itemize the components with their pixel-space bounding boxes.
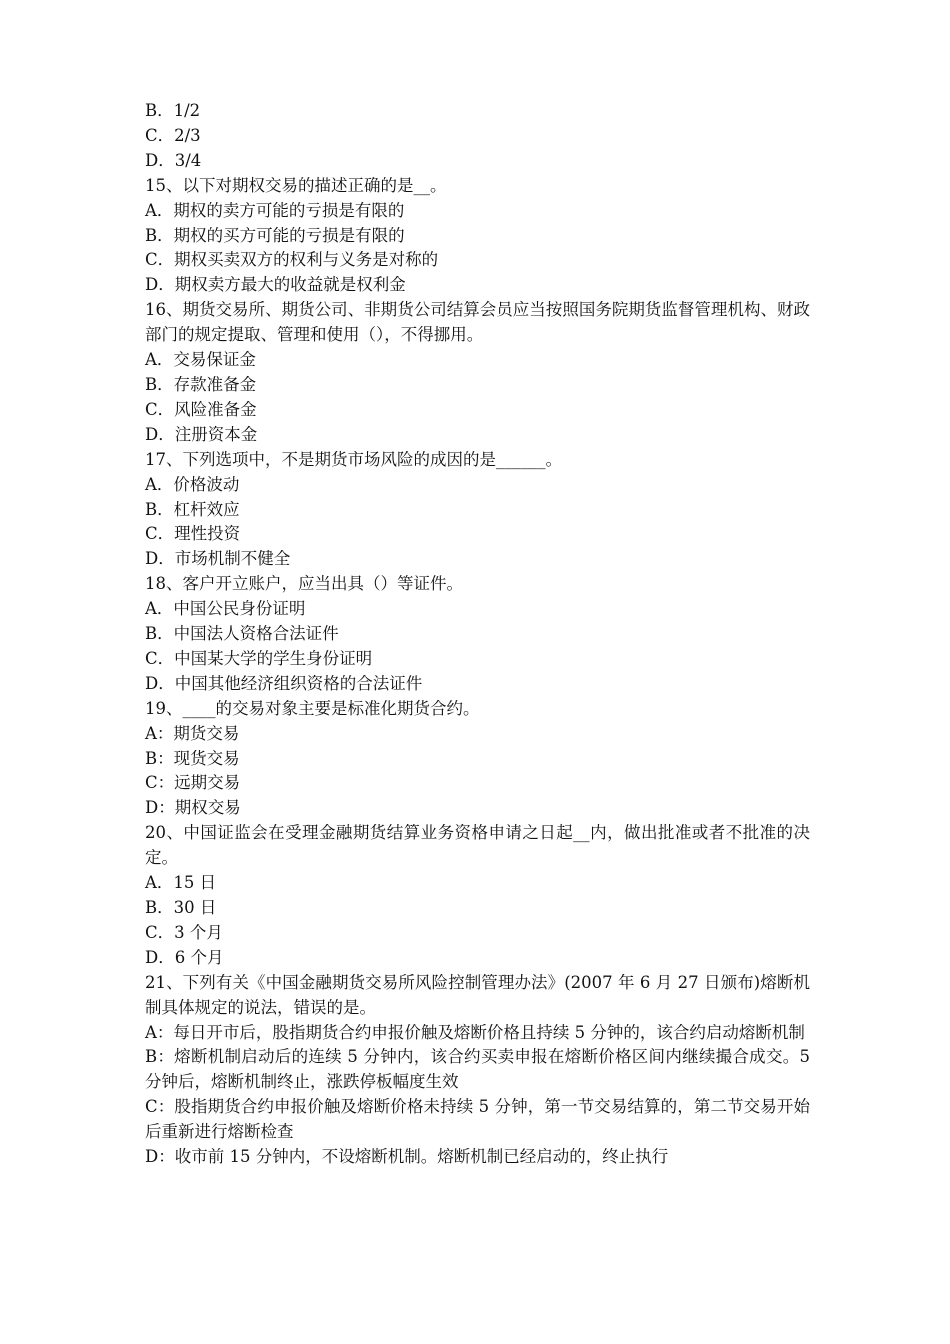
- question-17: 17、下列选项中，不是期货市场风险的成因的是______。: [145, 449, 562, 469]
- option-b: B．1/2: [145, 101, 201, 120]
- option-d: D．6 个月: [145, 947, 224, 967]
- option-d: D．市场机制不健全: [145, 549, 291, 569]
- option-b: B．期权的买方可能的亏损是有限的: [145, 225, 405, 245]
- option-b: B．中国法人资格合法证件: [145, 624, 339, 644]
- option-a: A：期货交易: [145, 723, 240, 743]
- option-a: A．价格波动: [145, 474, 240, 494]
- document-page: [145, 99, 810, 1170]
- option-d: D．中国其他经济组织资格的合法证件: [145, 673, 423, 693]
- option-c: C．期权买卖双方的权利与义务是对称的: [145, 250, 439, 270]
- question-21: 21、下列有关《中国金融期货交易所风险控制管理办法》(2007 年 6 月 27 日颁布)熔断机制具体规定的说法，错误的是。: [145, 972, 810, 1017]
- option-b: B．30 日: [145, 898, 217, 917]
- option-b: B．存款准备金: [145, 374, 257, 394]
- question-16: 16、期货交易所、期货公司、非期货公司结算会员应当按照国务院期货监督管理机构、财政部门的规定提取、管理和使用（），不得挪用。: [145, 300, 810, 345]
- question-18: 18、客户开立账户，应当出具（）等证件。: [145, 574, 463, 594]
- option-d: D．期权卖方最大的收益就是权利金: [145, 275, 406, 295]
- option-b: B．杠杆效应: [145, 499, 240, 519]
- option-c: C：股指期货合约申报价触及熔断价格未持续 5 分钟，第一节交易结算的，第二节交易开始后重新进行熔断检查: [145, 1097, 810, 1142]
- question-15: 15、以下对期权交易的描述正确的是__。: [145, 175, 447, 195]
- option-c: C．理性投资: [145, 524, 241, 544]
- option-d: D：期权交易: [145, 798, 241, 818]
- option-a: A．15 日: [145, 873, 217, 893]
- option-c: C．2/3: [145, 125, 201, 145]
- option-c: C：远期交易: [145, 773, 241, 793]
- option-c: C．风险准备金: [145, 399, 257, 419]
- option-d: D：收市前 15 分钟内，不设熔断机制。熔断机制已经启动的，终止执行: [145, 1147, 669, 1167]
- option-a: A：每日开市后，股指期货合约申报价触及熔断价格且持续 5 分钟的，该合约启动熔断机制: [145, 1022, 805, 1042]
- option-d: D．3/4: [145, 150, 202, 170]
- question-19: 19、____的交易对象主要是标准化期货合约。: [145, 698, 480, 718]
- option-d: D．注册资本金: [145, 424, 258, 444]
- option-a: A．中国公民身份证明: [145, 599, 306, 619]
- option-c: C．中国某大学的学生身份证明: [145, 648, 373, 668]
- option-a: A．交易保证金: [145, 350, 256, 370]
- option-a: A．期权的卖方可能的亏损是有限的: [145, 200, 405, 220]
- option-b: B：现货交易: [145, 748, 240, 768]
- option-c: C．3 个月: [145, 922, 223, 942]
- question-20: 20、中国证监会在受理金融期货结算业务资格申请之日起__内，做出批准或者不批准的决定。: [145, 823, 810, 868]
- option-b: B：熔断机制启动后的连续 5 分钟内，该合约买卖申报在熔断价格区间内继续撮合成交。5 分钟后，熔断机制终止，涨跌停板幅度生效: [145, 1047, 810, 1092]
